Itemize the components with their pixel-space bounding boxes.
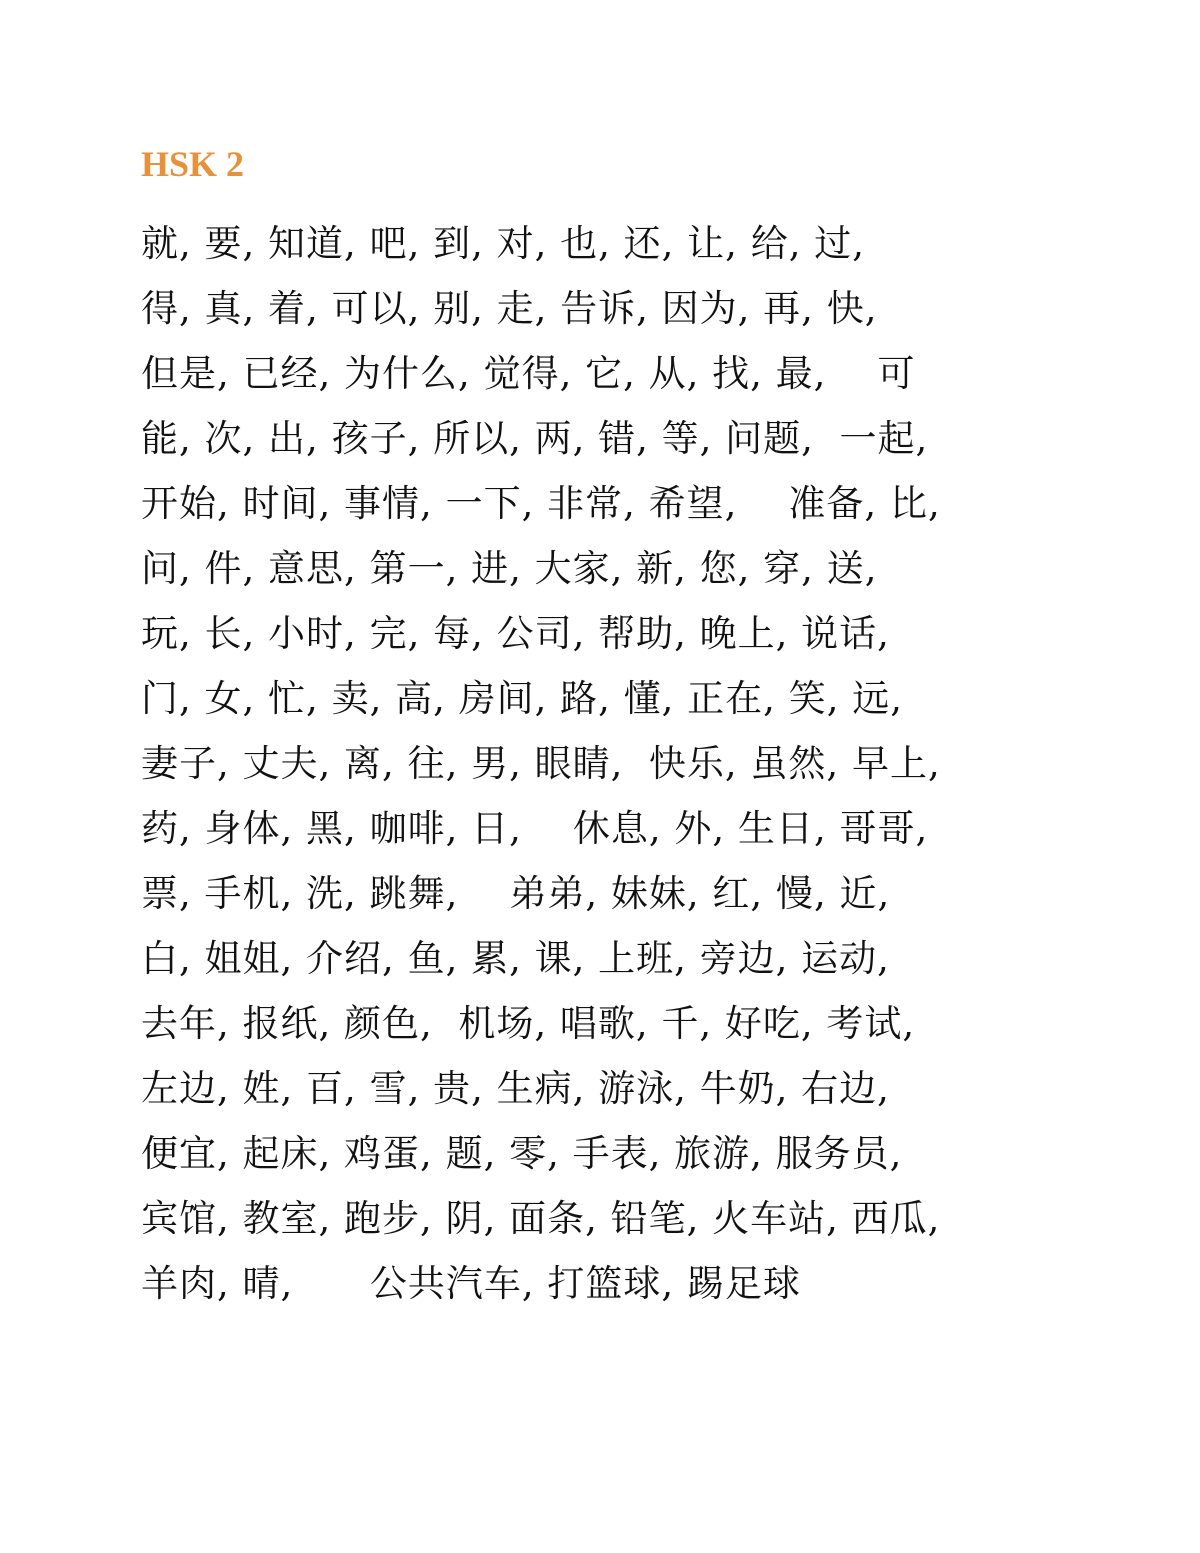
vocabulary-line: 妻子, 丈夫, 离, 往, 男, 眼睛, 快乐, 虽然, 早上, <box>141 742 941 785</box>
page-title: HSK 2 <box>141 144 245 184</box>
vocabulary-line: 药, 身体, 黑, 咖啡, 日, 休息, 外, 生日, 哥哥, <box>141 807 929 850</box>
vocabulary-line: 能, 次, 出, 孩子, 所以, 两, 错, 等, 问题, 一起, <box>141 417 929 460</box>
vocabulary-line: 得, 真, 着, 可以, 别, 走, 告诉, 因为, 再, 快, <box>141 287 878 330</box>
vocabulary-line: 羊肉, 晴, 公共汽车, 打篮球, 踢足球 <box>141 1262 801 1305</box>
vocabulary-line: 开始, 时间, 事情, 一下, 非常, 希望, 准备, 比, <box>141 482 941 525</box>
vocabulary-line: 白, 姐姐, 介绍, 鱼, 累, 课, 上班, 旁边, 运动, <box>141 937 890 980</box>
vocabulary-line: 门, 女, 忙, 卖, 高, 房间, 路, 懂, 正在, 笑, 远, <box>141 677 903 720</box>
vocabulary-line: 左边, 姓, 百, 雪, 贵, 生病, 游泳, 牛奶, 右边, <box>141 1067 890 1110</box>
vocabulary-line: 宾馆, 教室, 跑步, 阴, 面条, 铅笔, 火车站, 西瓜, <box>141 1197 941 1240</box>
vocabulary-line: 票, 手机, 洗, 跳舞, 弟弟, 妹妹, 红, 慢, 近, <box>141 872 891 915</box>
vocabulary-line: 就, 要, 知道, 吧, 到, 对, 也, 还, 让, 给, 过, <box>141 222 865 265</box>
vocabulary-list <box>141 214 1101 1319</box>
vocabulary-line: 问, 件, 意思, 第一, 进, 大家, 新, 您, 穿, 送, <box>141 547 878 590</box>
vocabulary-line: 去年, 报纸, 颜色, 机场, 唱歌, 千, 好吃, 考试, <box>141 1002 916 1045</box>
vocabulary-line: 玩, 长, 小时, 完, 每, 公司, 帮助, 晚上, 说话, <box>141 612 890 655</box>
vocabulary-line: 但是, 已经, 为什么, 觉得, 它, 从, 找, 最, 可 <box>141 352 916 395</box>
vocabulary-line: 便宜, 起床, 鸡蛋, 题, 零, 手表, 旅游, 服务员, <box>141 1132 903 1175</box>
